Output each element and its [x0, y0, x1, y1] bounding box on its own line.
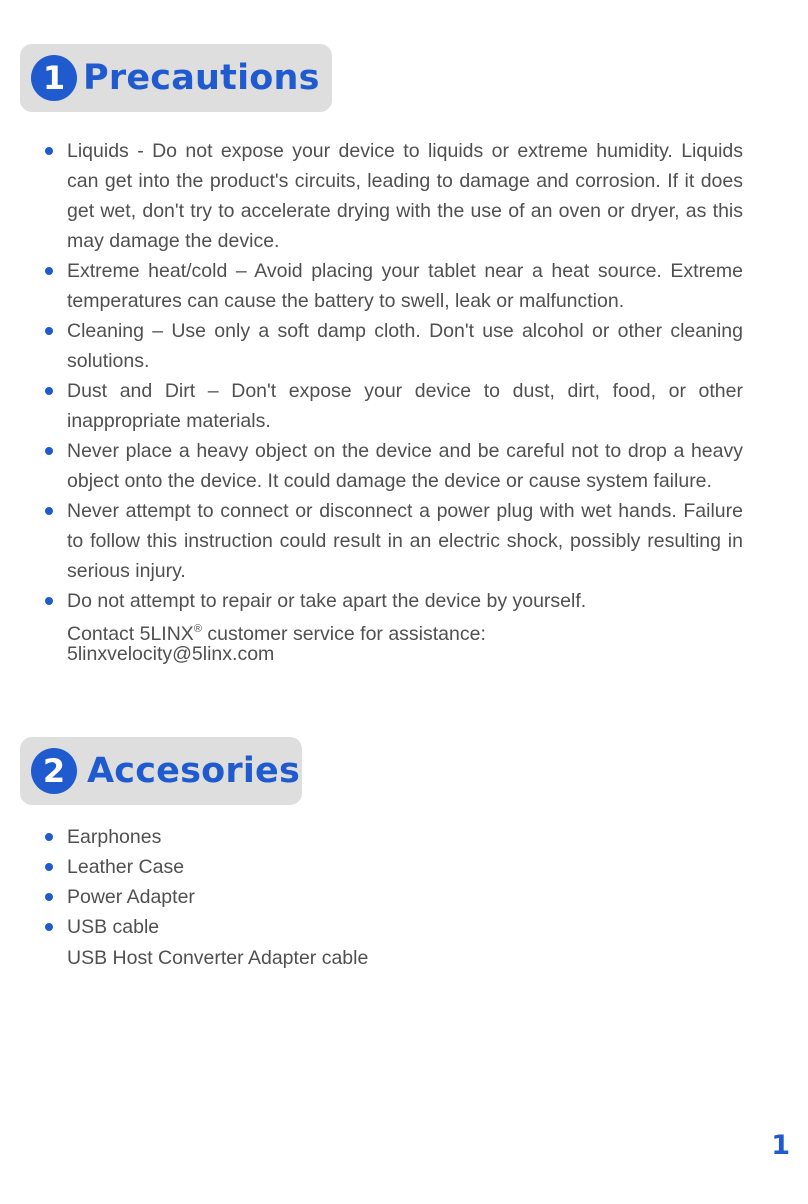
- contact-suffix: customer service for assistance:: [201, 623, 486, 645]
- list-item-text: Leather Case: [67, 856, 185, 878]
- contact-prefix: Contact 5LINX: [67, 623, 194, 645]
- list-item: [0, 852, 743, 882]
- section-header-precautions: [20, 44, 332, 112]
- list-item-text: Never place a heavy object on the device and be careful not to drop a heavy object onto the device. It could damage the device or cause system failure.: [67, 440, 743, 492]
- bullet-icon: [45, 507, 53, 515]
- list-item: [0, 376, 743, 436]
- list-item: [0, 586, 743, 616]
- accesories-list: [0, 822, 743, 942]
- list-item-text: Extreme heat/cold – Avoid placing your tablet near a heat source. Extreme temperatures can cause the battery to swell, leak or malfunction.: [67, 260, 743, 312]
- bullet-icon: [45, 267, 53, 275]
- page-number: 1: [771, 1130, 790, 1161]
- list-item-text: Never attempt to connect or disconnect a power plug with wet hands. Failure to follow this instruction could result in an electric shock, possibly resulting in serious injury.: [67, 500, 743, 582]
- bullet-icon: [45, 447, 53, 455]
- bullet-icon: [45, 923, 53, 931]
- bullet-icon: [45, 893, 53, 901]
- list-item-text: Cleaning – Use only a soft damp cloth. Don't use alcohol or other cleaning solutions.: [67, 320, 743, 372]
- list-item-text: Power Adapter: [67, 886, 195, 908]
- bullet-icon: [45, 327, 53, 335]
- section-number-badge: 2: [31, 748, 77, 794]
- bullet-icon: [45, 833, 53, 841]
- list-item: [0, 882, 743, 912]
- bullet-icon: [45, 597, 53, 605]
- bullet-icon: [45, 387, 53, 395]
- bullet-icon: [45, 147, 53, 155]
- list-item-text: Do not attempt to repair or take apart the device by yourself.: [67, 590, 587, 612]
- registered-mark: ®: [193, 623, 202, 635]
- list-item-text: Earphones: [67, 826, 162, 848]
- precautions-list: [0, 136, 743, 616]
- list-item-text: Dust and Dirt – Don't expose your device to dust, dirt, food, or other inappropriate materials.: [67, 380, 743, 432]
- section-title: Precautions: [83, 58, 320, 98]
- section-number-badge: 1: [31, 55, 77, 101]
- list-item: [0, 822, 743, 852]
- bullet-icon: [45, 863, 53, 871]
- list-item-text: Liquids - Do not expose your device to liquids or extreme humidity. Liquids can get into the product's circuits, leading to damage and corrosion. If it does get wet, don't try to accelerate drying with the use of an oven or dryer, as this may damage the device.: [67, 140, 743, 252]
- list-item: [0, 316, 743, 376]
- list-item: [0, 912, 743, 942]
- list-item: [0, 496, 743, 586]
- list-item: [0, 136, 743, 256]
- contact-email: 5linxvelocity@5linx.com: [67, 643, 275, 665]
- accessory-extra-line: USB Host Converter Adapter cable: [67, 947, 369, 969]
- section-header-accesories: [20, 737, 302, 805]
- section-title: Accesories: [87, 751, 301, 791]
- list-item: [0, 256, 743, 316]
- list-item: [0, 436, 743, 496]
- list-item-text: USB cable: [67, 916, 160, 938]
